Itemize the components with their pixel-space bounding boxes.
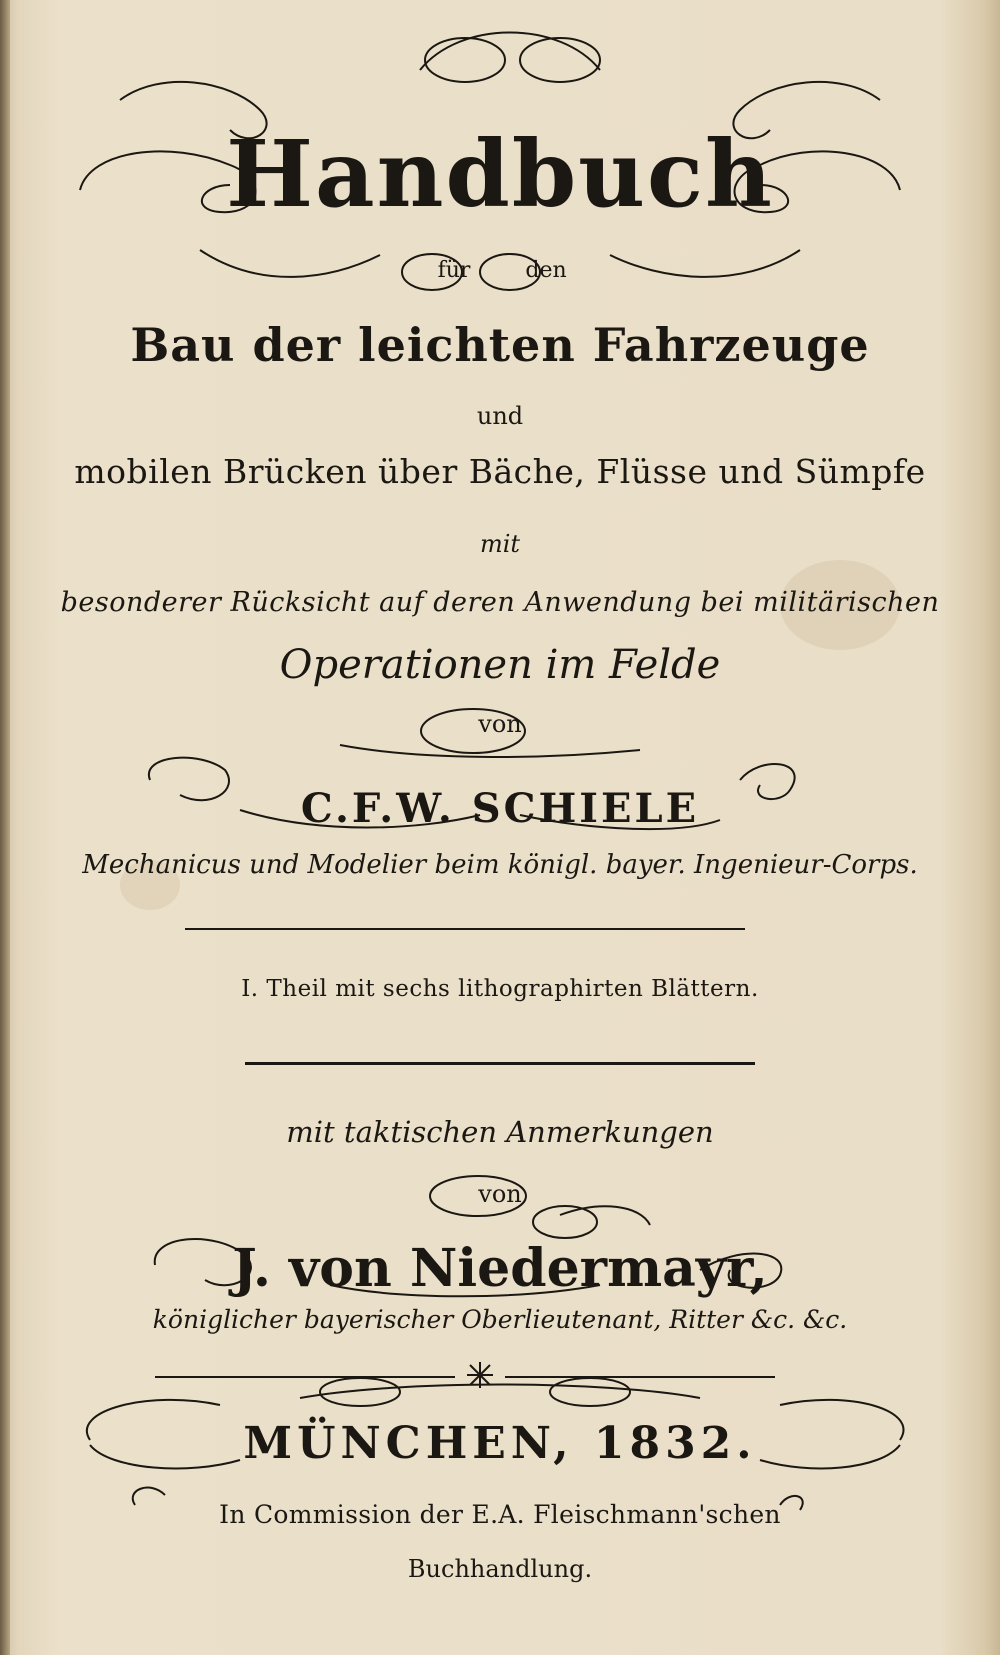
- author-name: C.F.W. SCHIELE: [300, 785, 700, 832]
- star-ornament: [467, 1362, 493, 1388]
- flourish-city-top: [300, 1385, 700, 1399]
- subtitle-besonderer-line: besonderer Rücksicht auf deren Anwendung bei militärischen: [60, 587, 940, 618]
- flourish-loop: [320, 1378, 400, 1406]
- editor-role: königlicher bayerischer Oberlieutenant, Ritter &c. &c.: [152, 1305, 848, 1334]
- book-title: Handbuch: [226, 120, 774, 228]
- von-label: von: [478, 1180, 522, 1208]
- subtitle-operationen-line: Operationen im Felde: [279, 642, 721, 688]
- flourish-loop: [533, 1206, 597, 1238]
- title-connector: [0, 258, 1000, 283]
- flourish-loop: [520, 38, 600, 82]
- connector-fuer: für: [437, 258, 471, 283]
- author-role: Mechanicus und Modelier beim königl. bayer. Ingenieur-Corps.: [82, 850, 918, 880]
- divider-rule: [245, 1062, 755, 1065]
- divider-rule-right: [505, 1376, 775, 1378]
- imprint-buchhandlung: Buchhandlung.: [407, 1555, 593, 1583]
- part-description: I. Theil mit sechs lithographirten Blättern.: [241, 976, 759, 1002]
- connector-den: den: [525, 258, 567, 283]
- imprint-city-year: MÜNCHEN, 1832.: [243, 1418, 757, 1469]
- von-label: von: [478, 710, 522, 738]
- conjunction-mit: mit: [479, 530, 521, 558]
- subtitle-line-1: Bau der leichten Fahrzeuge: [130, 318, 870, 372]
- flourish-editor-top-right: [560, 1206, 650, 1225]
- flourish-loop: [550, 1378, 630, 1406]
- imprint-commission: In Commission der E.A. Fleischmann'schen: [219, 1500, 781, 1529]
- subtitle-line-2: mobilen Brücken über Bäche, Flüsse und Sümpfe: [74, 452, 926, 491]
- editor-name: J. von Niedermayr,: [232, 1238, 768, 1299]
- conjunction-und: und: [476, 402, 524, 430]
- divider-rule: [185, 928, 745, 930]
- tactical-notes-line: mit taktischen Anmerkungen: [286, 1115, 714, 1149]
- divider-rule-left: [155, 1376, 455, 1378]
- flourish-loop: [425, 38, 505, 82]
